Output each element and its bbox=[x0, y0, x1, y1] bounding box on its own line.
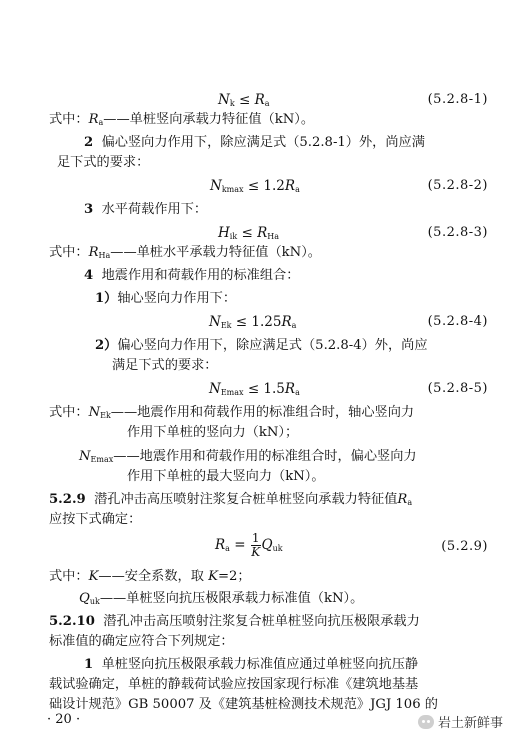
definition-nemax: $N_{Emax}——$地震作用和荷载作用的标准组合时，偏心竖向力 bbox=[79, 449, 417, 464]
fraction: $\frac{1}{K}$ bbox=[251, 531, 261, 559]
paragraph-1: 1 单桩竖向抗压极限承载力标准值应通过单桩竖向抗压静 bbox=[84, 657, 419, 672]
section-5-2-9-cont: 应按下式确定： bbox=[49, 512, 142, 527]
section-5-2-9: 5.2.9 潜孔冲击高压喷射注浆复合桩单桩竖向承载力特征值$R_a$ bbox=[49, 492, 413, 507]
equation-number: (5.2.8-2) bbox=[427, 178, 488, 193]
watermark bbox=[418, 712, 503, 731]
equation-expression: $N_{Emax} \le 1.5R_a$ bbox=[209, 381, 300, 397]
equation-5-2-9 bbox=[0, 530, 528, 564]
item-2: 2 偏心竖向力作用下，除应满足式（5.2.8-1）外，尚应满 bbox=[84, 135, 425, 150]
equation-expression: $N_{Ek} \le 1.25R_a$ bbox=[209, 314, 297, 330]
equation-expression: $R_a$ = $\frac{1}{K}$ $Q_{uk}$ bbox=[215, 531, 283, 559]
section-5-2-10: 5.2.10 潜孔冲击高压喷射注浆复合桩单桩竖向抗压极限承载力 bbox=[49, 614, 420, 629]
equation-number: (5.2.9) bbox=[441, 539, 488, 554]
paragraph-1-line-2: 载试验确定，单桩的静载荷试验应按国家现行标准《建筑地基基 bbox=[49, 677, 419, 692]
watermark-text: 岩土新鲜事 bbox=[438, 716, 504, 731]
equation-number: (5.2.8-1) bbox=[427, 92, 488, 107]
equation-number: (5.2.8-3) bbox=[427, 225, 488, 240]
sub-item-2-cont: 满足下式的要求： bbox=[112, 358, 218, 373]
sub-item-2: 2）偏心竖向力作用下，除应满足式（5.2.8-4）外，尚应 bbox=[95, 338, 428, 353]
equation-expression: $N_{kmax} \le 1.2R_a$ bbox=[210, 178, 300, 194]
equation-number: (5.2.8-4) bbox=[427, 314, 488, 329]
definition-ra: 式中：$R_a——$单桩竖向承载力特征值（kN）。 bbox=[49, 112, 315, 127]
section-5-2-10-cont: 标准值的确定应符合下列规定： bbox=[49, 634, 234, 649]
definition-quk: $Q_{uk}——$单桩竖向抗压极限承载力标准值（kN）。 bbox=[79, 591, 364, 606]
definition-nemax-cont: 作用下单桩的最大竖向力（kN）。 bbox=[127, 469, 325, 484]
wechat-icon bbox=[418, 715, 434, 729]
definition-k: 式中：K——安全系数，取 K=2； bbox=[49, 569, 251, 584]
definition-nek: 式中：$N_{Ek}——$地震作用和荷载作用的标准组合时，轴心竖向力 bbox=[49, 405, 415, 420]
item-2-cont: 足下式的要求： bbox=[57, 155, 150, 170]
item-3: 3 水平荷载作用下： bbox=[84, 202, 208, 217]
page-number: · 20 · bbox=[47, 712, 81, 727]
definition-nek-cont: 作用下单桩的竖向力（kN）； bbox=[127, 425, 299, 440]
paragraph-1-line-3: 础设计规范》GB 50007 及《建筑基桩检测技术规范》JGJ 106 的 bbox=[49, 697, 438, 712]
equation-number: (5.2.8-5) bbox=[427, 381, 488, 396]
sub-item-1: 1）轴心竖向力作用下： bbox=[95, 291, 237, 306]
definition-rha: 式中：$R_{Ha}——$单桩水平承载力特征值（kN）。 bbox=[49, 245, 321, 260]
equation-expression: $H_{ik} \le R_{Ha}$ bbox=[218, 225, 280, 241]
equation-expression: $N_k \le R_a$ bbox=[218, 92, 270, 108]
item-4: 4 地震作用和荷载作用的标准组合： bbox=[84, 268, 300, 283]
